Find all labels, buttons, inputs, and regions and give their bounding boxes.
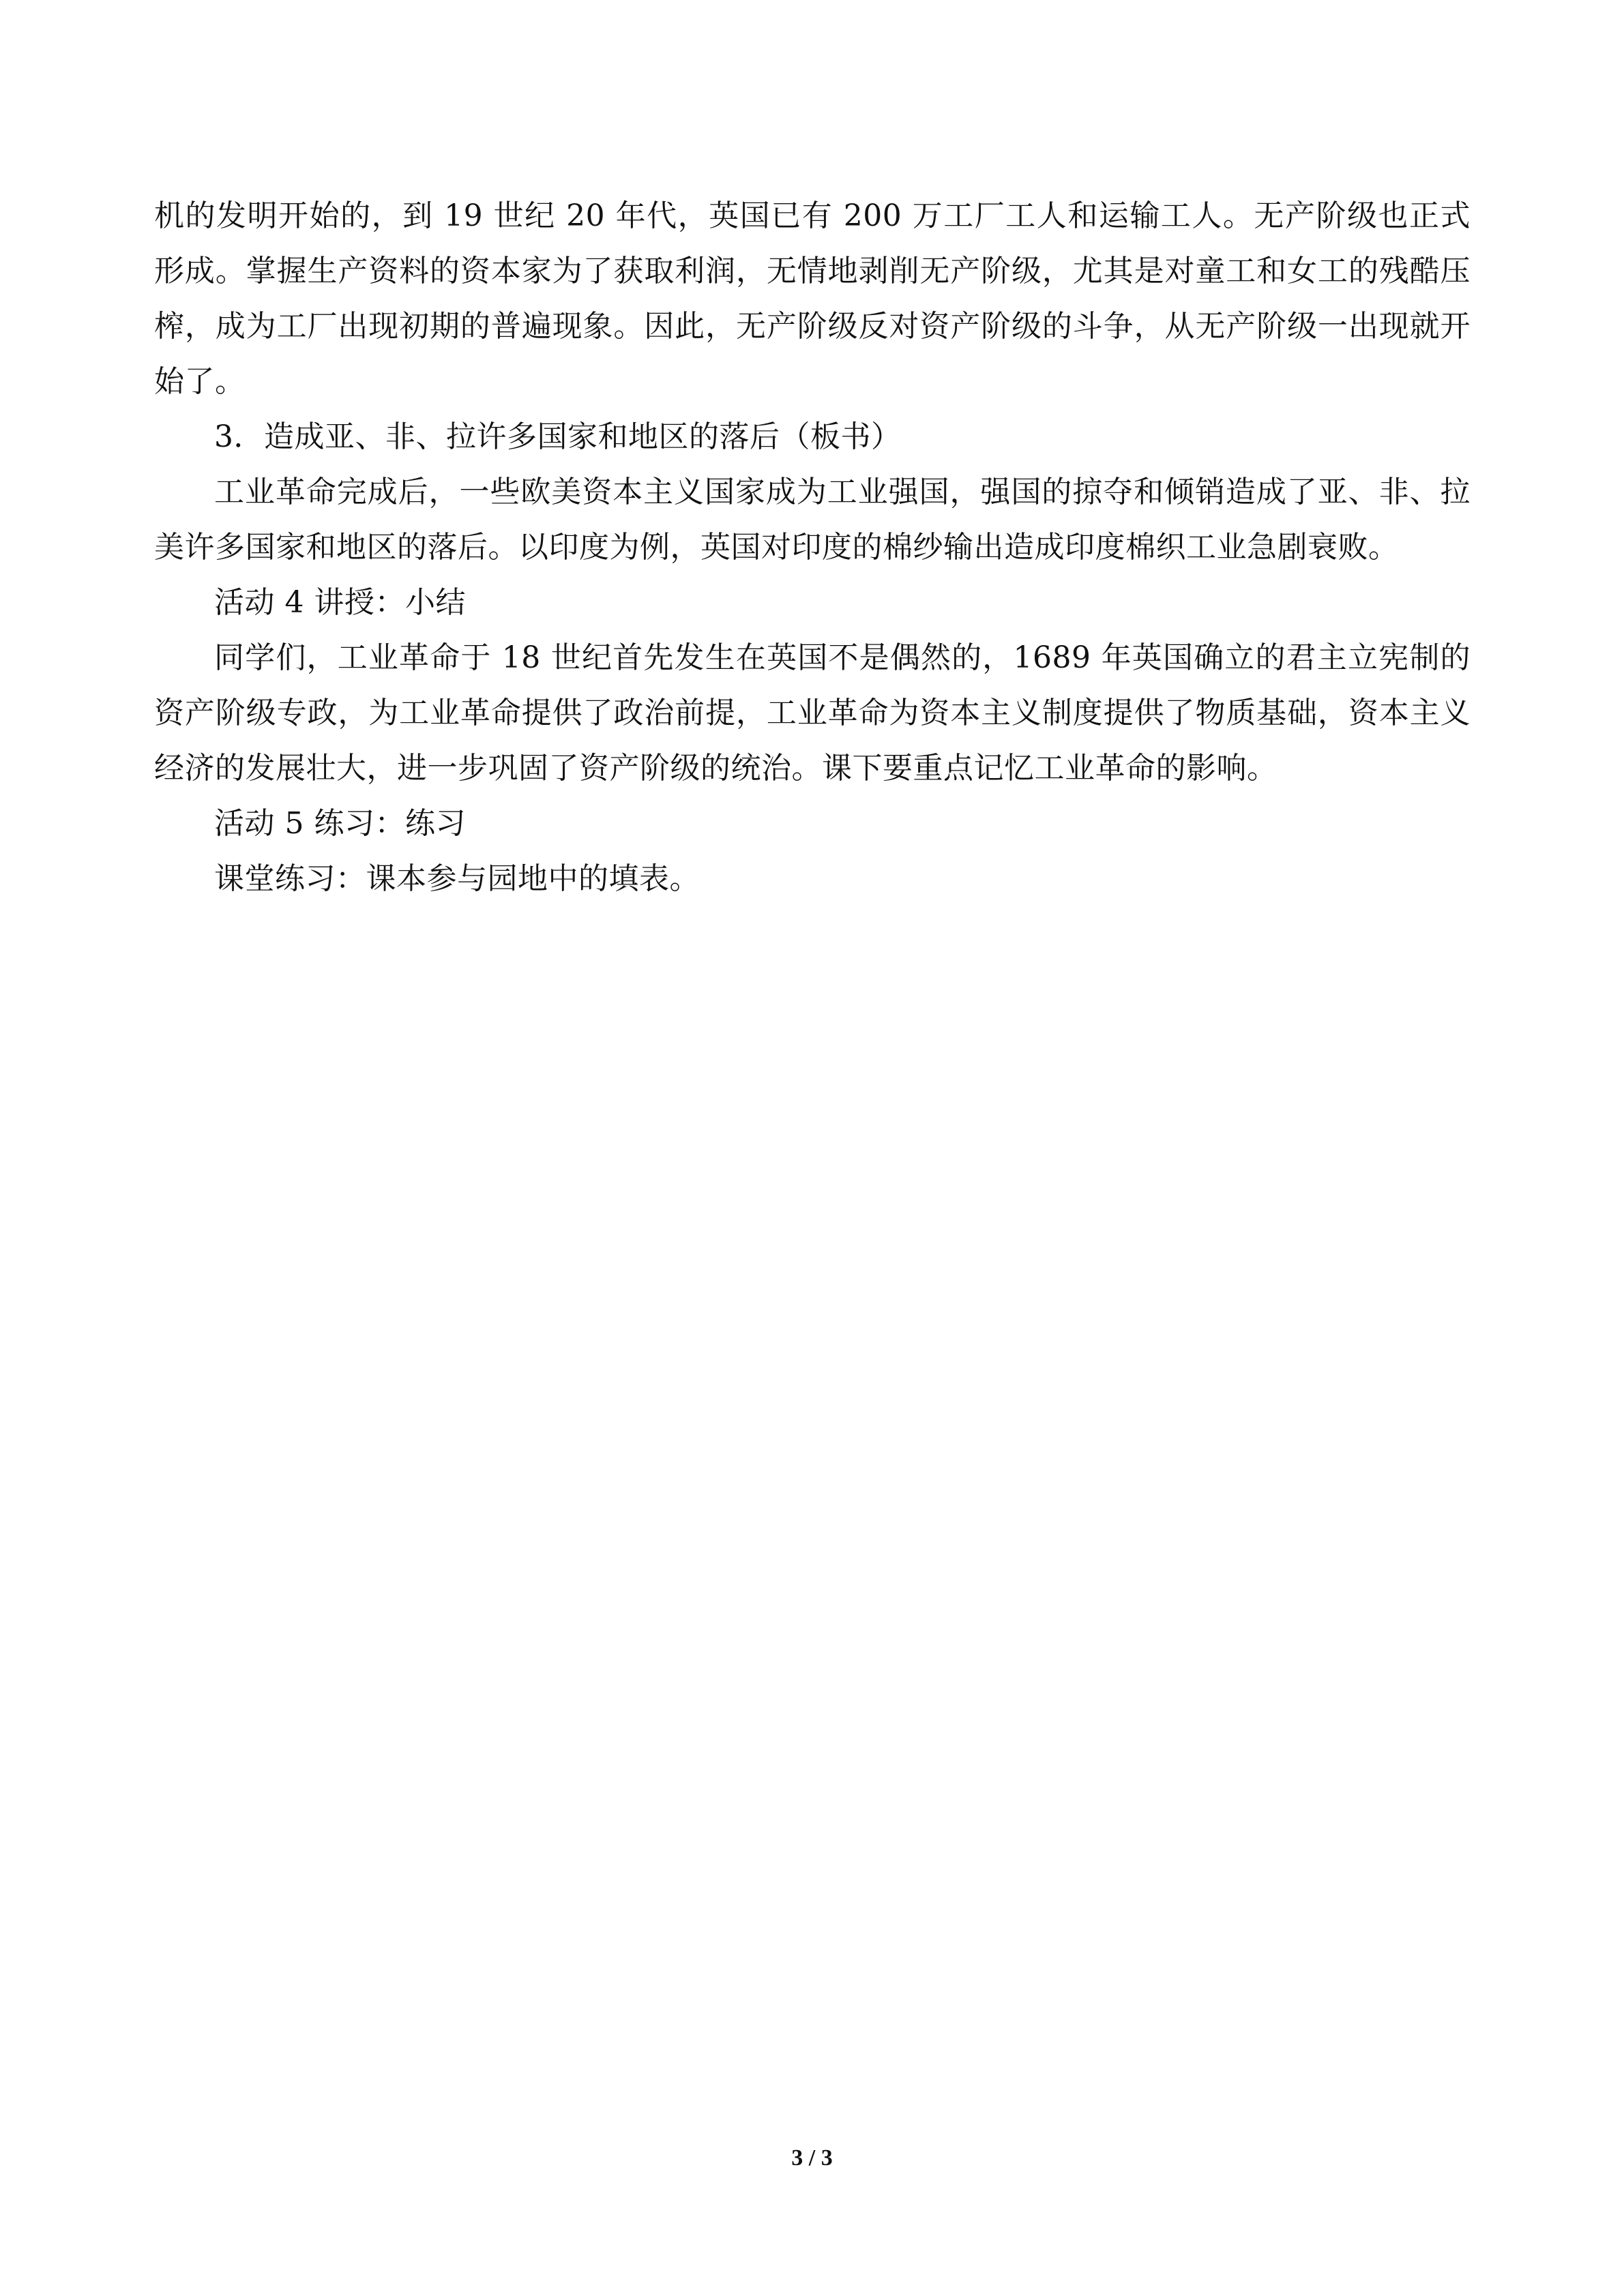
document-body [154,188,1471,906]
paragraph-classroom-exercise: 课堂练习：课本参与园地中的填表。 [214,861,700,896]
page-number: 3 / 3 [791,2145,833,2171]
paragraph-summary: 同学们，工业革命于 18 世纪首先发生在英国不是偶然的，1689 年英国确立的君主立宪制的资产阶级专政，为工业革命提供了政治前提，工业革命为资本主义制度提供了物质基础，资本主义经济的发展壮大，进一步巩固了资产阶级的统治。课下要重点记忆工业革命的影响。 [154,640,1471,786]
activity-5-heading: 活动 5 练习：练习 [214,806,466,841]
paragraph-continuation: 机的发明开始的，到 19 世纪 20 年代，英国已有 200 万工厂工人和运输工人。无产阶级也正式形成。掌握生产资料的资本家为了获取利润，无情地剥削无产阶级，尤其是对童工和女工的残酷压榨，成为工厂出现初期的普遍现象。因此，无产阶级反对资产阶级的斗争，从无产阶级一出现就开始了。 [154,198,1471,399]
paragraph-backwardness: 工业革命完成后，一些欧美资本主义国家成为工业强国，强国的掠夺和倾销造成了亚、非、拉美许多国家和地区的落后。以印度为例，英国对印度的棉纱输出造成印度棉织工业急剧衰败。 [154,475,1471,565]
activity-4-heading: 活动 4 讲授：小结 [214,585,466,620]
section-heading-3: 3．造成亚、非、拉许多国家和地区的落后（板书） [214,419,902,454]
